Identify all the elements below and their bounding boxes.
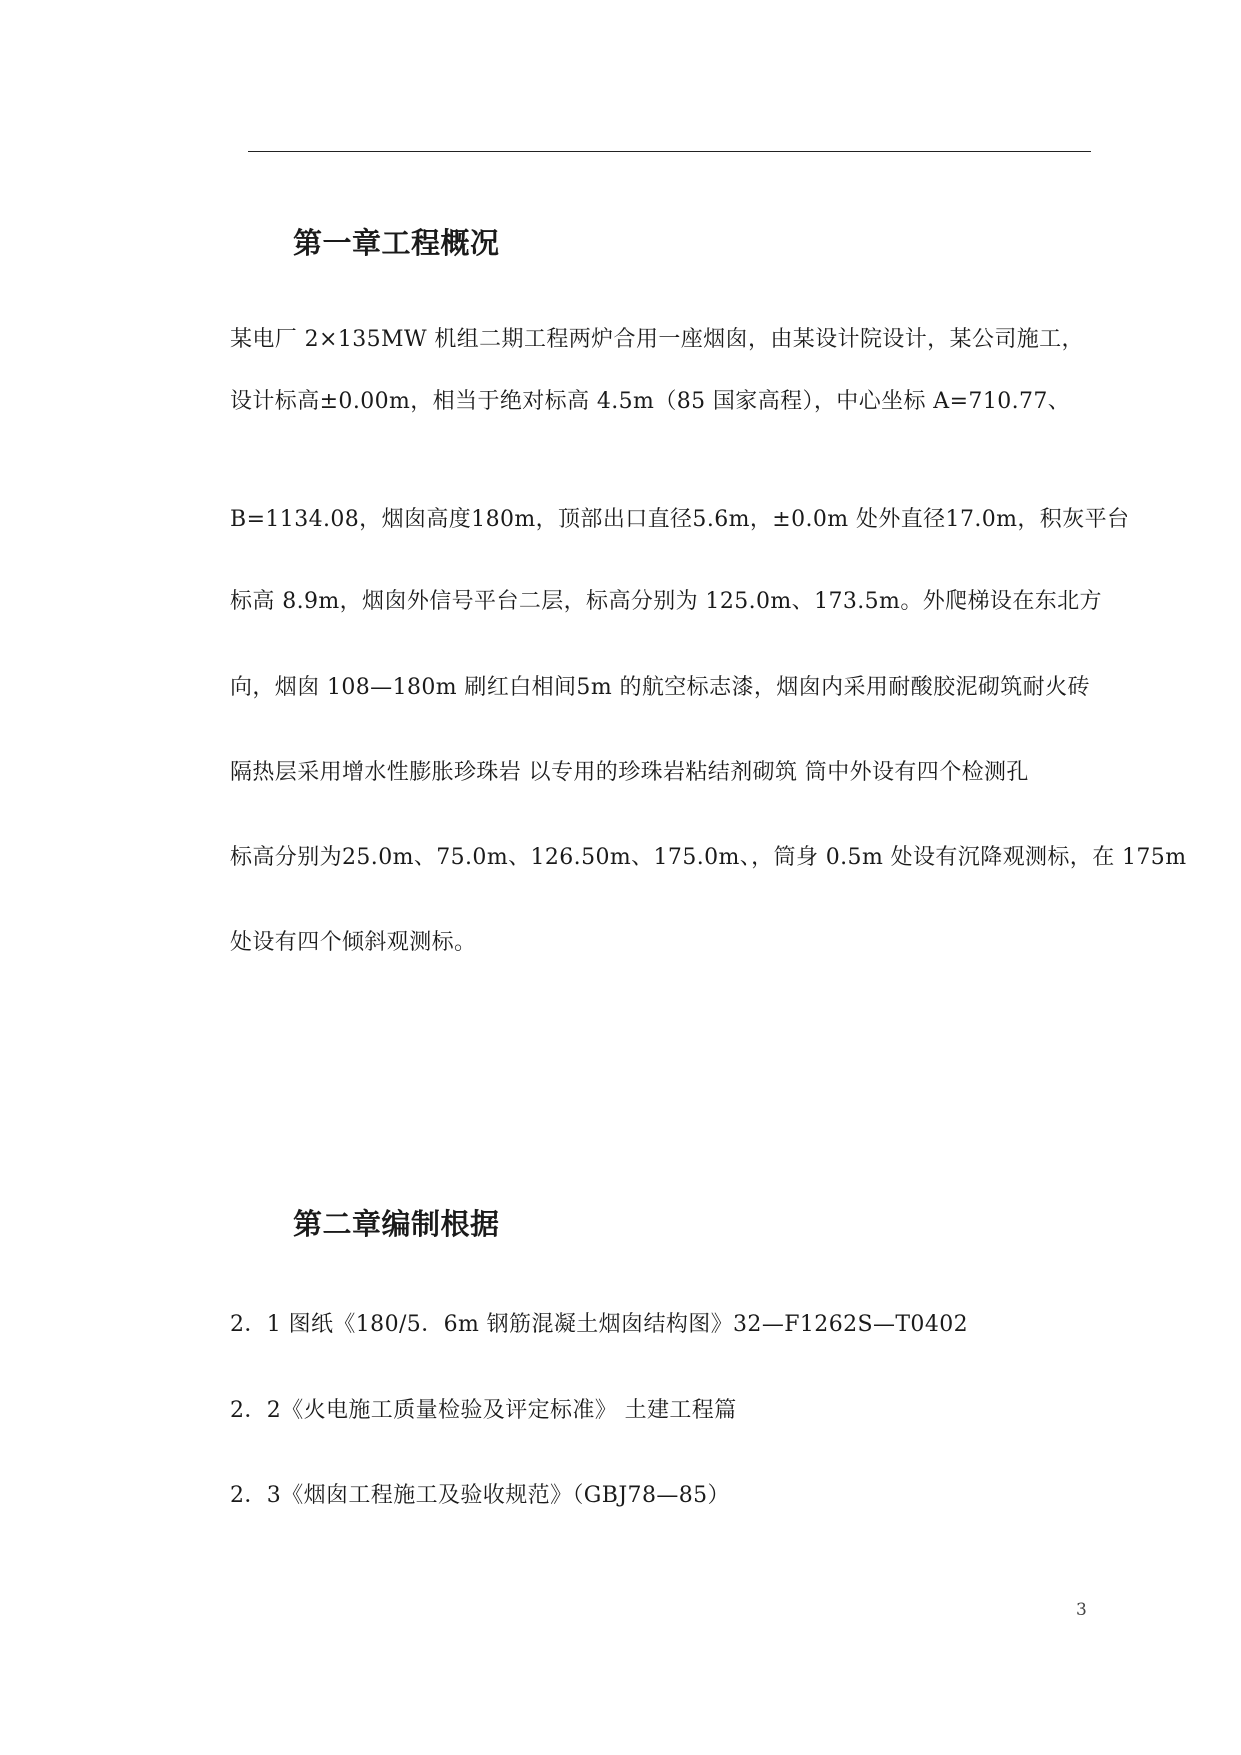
chapter-2-title: 第二章编制根据 [293, 1207, 500, 1241]
chapter-2-item: 2．1 图纸《180/5．6m 钢筋混凝土烟囱结构图》32—F1262S—T0402 [230, 1312, 969, 1337]
chapter-1-line: B=1134.08，烟囱高度180m，顶部出口直径5.6m，±0.0m 处外直径17.0m，积灰平台 [230, 507, 1130, 532]
chapter-2-item: 2．2《火电施工质量检验及评定标准》 土建工程篇 [230, 1398, 737, 1423]
chapter-1-line: 处设有四个倾斜观测标。 [230, 930, 477, 955]
header-rule [248, 151, 1091, 152]
chapter-1-line: 标高 8.9m，烟囱外信号平台二层，标高分别为 125.0m、173.5m。外爬梯设在东北方 [230, 589, 1102, 614]
chapter-1-line: 某电厂 2×135MW 机组二期工程两炉合用一座烟囱，由某设计院设计，某公司施工， [230, 327, 1084, 352]
chapter-2-item: 2．3《烟囱工程施工及验收规范》（GBJ78—85） [230, 1483, 730, 1508]
chapter-1-line: 向，烟囱 108—180m 刷红白相间5m 的航空标志漆，烟囱内采用耐酸胶泥砌筑耐火砖 [230, 675, 1090, 700]
chapter-1-title: 第一章工程概况 [293, 226, 500, 260]
chapter-1-line: 标高分别为25.0m、75.0m、126.50m、175.0m、，筒身 0.5m 处设有沉降观测标，在 175m [230, 845, 1187, 870]
page-number: 3 [1076, 1600, 1087, 1620]
chapter-1-line: 隔热层采用增水性膨胀珍珠岩 以专用的珍珠岩粘结剂砌筑 筒中外设有四个检测孔 [230, 760, 1029, 785]
chapter-1-line: 设计标高±0.00m，相当于绝对标高 4.5m（85 国家高程），中心坐标 A=710.77、 [230, 389, 1071, 414]
